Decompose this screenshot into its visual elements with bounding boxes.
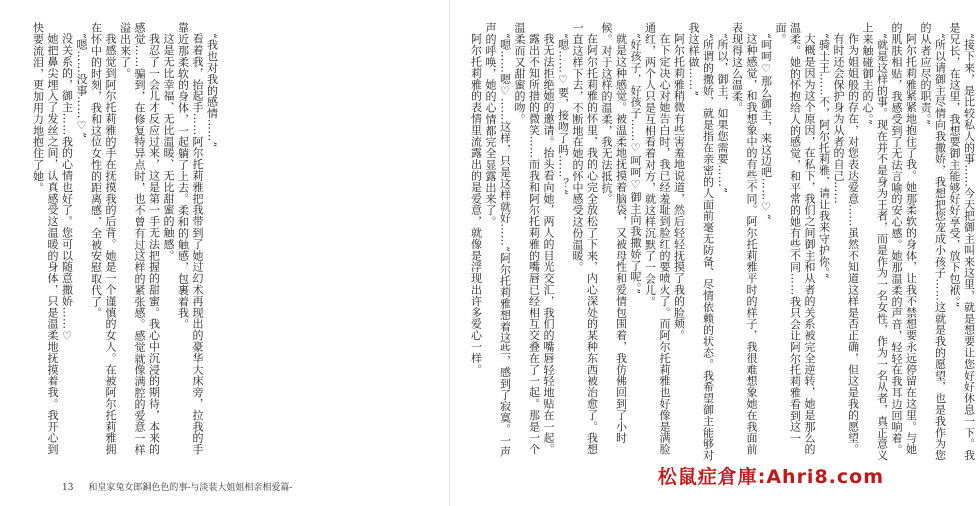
right-page-body [468, 22, 976, 462]
paragraph: 她把鼻尖埋入了发丝之间，认真感受这温暖的身体，只是温柔地抚摸着我。我开心到快要流泪，更加用力地抱住了她。 [31, 22, 59, 455]
paragraph: “我也对我的感情……” [205, 33, 219, 148]
paragraph: “所以请御主尽情向我撒娇，我想把您宠成小孩子……这就是我的愿望，也是我作为您的从者应尽的职责。” [919, 22, 947, 461]
paragraph: “就是这样的事。现在并不是身为王者，而是作为一名女性，作为一名从者，真正意义上来触碰御主的心。” [861, 22, 889, 461]
paragraph: 作为姐姐般的存在，对您表达爱意……虽然不知道这样是否正确，但这是我的愿望。 [846, 33, 860, 455]
paragraph: “所以，御主，如果您需要……” [716, 33, 729, 194]
paragraph: 没关系的，御主……我的心情也好了。您可以随意撒娇……♡ [60, 33, 74, 343]
left-page-text [30, 22, 219, 462]
watermark: 松鼠症倉庫:Ahri8.com [657, 466, 884, 488]
paragraph: “嗯……嗯♡……这样，只是这样就好……”阿尔托莉雅想着这些，感到了寂寞。一声声的呼唤，她的心情都完全显露出来了。 [484, 22, 512, 458]
paragraph: “骑士王……不，阿尔托莉雅，请让我来守护你。” [817, 33, 831, 279]
paragraph: 我感觉到阿尔托莉雅的手在抚摸我的后背。她是一个谨慎的女人。在被阿尔托莉雅拥在怀中的时刻，我和这位女性的距离感，全被安慰取代了。 [89, 22, 117, 455]
paragraph: “呵呵♡那么御主，来这边吧……♡” [759, 33, 773, 221]
paragraph: 阿尔托莉雅稍微有些害羞地说道，然后轻轻抚摸了我的脸颊。 [672, 33, 686, 341]
page-footer [62, 480, 292, 493]
paragraph: 露出不知所措的微笑……而我和阿尔托莉雅的嘴唇已经相互交叠在了一起。那是一个温柔而又甜蜜的吻。 [513, 22, 541, 455]
paragraph: 我无法拒绝她的邀请。抬头看向她，两人的目光交汇，我们的嘴唇轻轻地贴在一起。 [542, 33, 555, 455]
right-page-text [468, 22, 976, 462]
paragraph: “所谓的撒娇，就是指在亲密的人面前毫无防备、尽情依赖的状态。我希望御主能够对我这样做……” [687, 22, 715, 461]
paragraph: 我忍了一会儿才反应过来，这是第一手无法把握的甜蜜。我心中沉浸的期待，本来的感觉……骗到，在修复特异点时，也不曾有过这样的紧张感。感觉就像满腔的爱意一样溢出来了。 [118, 22, 161, 456]
left-page-body [30, 22, 430, 462]
paragraph: “接下来，是比较私人的事……今天把御主叫来这里，就是想要让您好好休息一下。我是兄长，在这里，我想要御主能够好好享受，放下包袱。” [948, 22, 976, 461]
paragraph: “嗯……没事……♡” [75, 33, 88, 139]
paragraph: 阿尔托莉雅的表情里流露出的是爱意，就像是浮现出许多爱心一样。 [469, 33, 483, 375]
paragraph: “好孩子，好孩子……♡呵呵♡御主向我撒娇了呢。” [629, 33, 642, 295]
running-title: 和皇家兔女郎銅色色的事-与淡装大姐姐相亲相爱篇- [88, 483, 293, 493]
paragraph: 有时还会保护身为从者的自己…… [832, 33, 845, 204]
paragraph: 这种感觉，和我想象中的有些不同。阿尔托莉雅平时的样子，我很难想象她在我面前表现得这么温柔。 [730, 22, 758, 455]
page-number: 13 [62, 483, 74, 493]
paragraph: 在下定决心对她告白时，我已经羞耻到脸红的要喷火了。而阿尔托莉雅也好像是满脸通红，两个人只是互相看着对方，就这样沉默了一会儿。 [643, 22, 671, 455]
paragraph: 就是这种感觉。被温柔地抚摸着脑袋，又被母性和爱情包围着，我仿佛回到了小时候。对于这样的温柔，我无法抵抗。 [600, 22, 628, 444]
paragraph: 看着我，抬起手……阿尔托莉雅把我带到了她过幻术再现出的豪华大床旁，拉我的手靠近那柔软的身体，一起躺了上去。柔和的触感，包裹着我。 [176, 22, 204, 455]
paragraph: 阿尔托莉雅紧紧地抱住了我。她那柔软的身体，让我不禁想要永远停留在这里。与她的肌肤相贴，我感受到了无法言喻的安心感。她那温柔的声音，轻轻在我耳边回响着。 [890, 22, 918, 456]
left-page [0, 0, 450, 506]
paragraph: 大概是因为这个原因，在私下，我们之间御主和从者的关系被完全逆转，她是那么的温柔。她的怀抱给人的感觉，和平常的她有些不同……我只会让阿尔托莉雅看到这一面。 [774, 22, 816, 455]
right-page [450, 0, 976, 506]
paragraph: “嗯……♡要，接吻了吗……？” [556, 33, 570, 196]
paragraph: 这是无比幸福、无比温暖、无比甜蜜的触感。 [162, 33, 175, 261]
paragraph: 在阿尔托莉雅的怀里，我的心完全放松了下来，内心深处的某种东西被治愈了。我想一直这样下去，不断地在她的怀中感受这份温暖。 [571, 22, 599, 455]
